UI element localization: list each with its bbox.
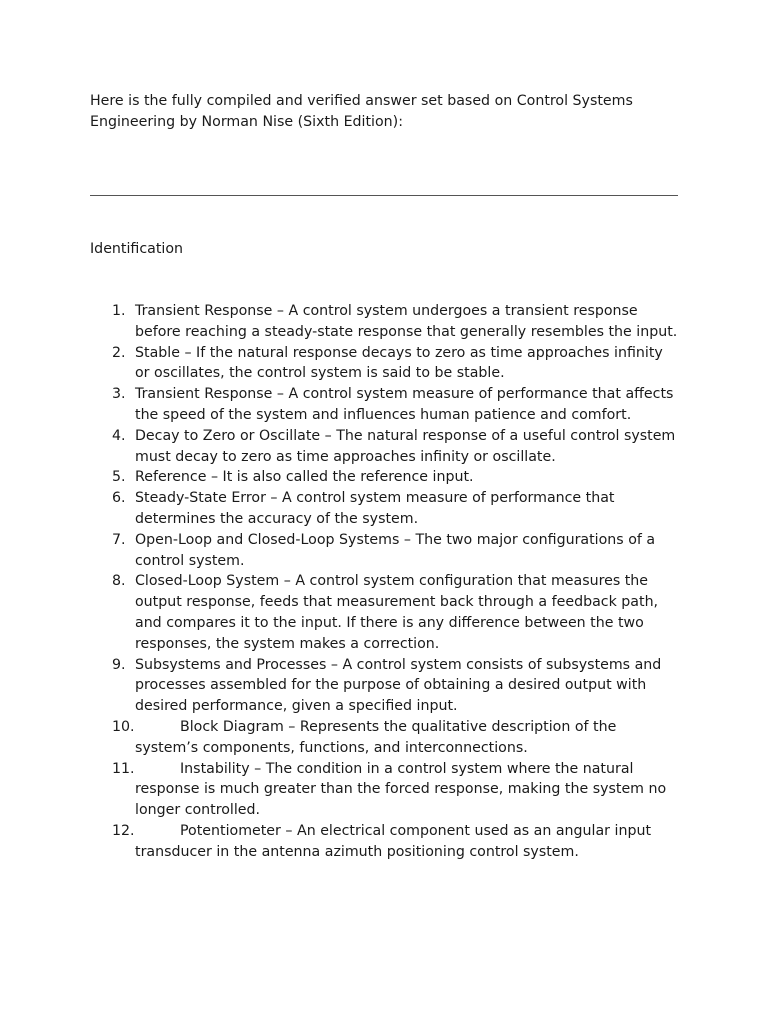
list-item-number: 3. [112,386,126,403]
list-item-number: 4. [112,427,126,444]
list-item [90,426,678,468]
list-item-number: 1. [112,303,126,319]
list-item [90,530,678,572]
intro-paragraph: Here is the fully compiled and verified answer set based on Control Systems Engineering by Norman Nise (Sixth Edition): [90,93,633,130]
list-item [90,467,678,488]
list-item-text: Block Diagram – Represents the qualitative description of the system’s components, functions, and interconnections. [135,718,617,756]
list-item [90,571,678,654]
list-item-text: Decay to Zero or Oscillate – The natural response of a useful control system must decay to zero as time approaches infinity or oscillate. [135,427,676,465]
list-item-text: Closed-Loop System – A control system configuration that measures the output response, feeds that measurement back through a feedback path, and compares it to the input. If there is any difference between the two responses, the system makes a correction. [135,573,659,652]
list-item-text: Instability – The condition in a control system where the natural response is much greater than the forced response, making the system no longer controlled. [135,760,667,819]
list-item [90,301,678,343]
list-item-number: 12. [112,822,135,839]
list-item-number: 9. [112,656,126,673]
list-item-number: 2. [112,344,126,361]
list-item-text: Stable – If the natural response decays to zero as time approaches infinity or oscillates, the control system is said to be stable. [135,344,663,382]
list-item-number: 5. [112,469,126,486]
list-item-text: Steady-State Error – A control system measure of performance that determines the accuracy of the system. [135,490,615,527]
horizontal-rule [90,195,678,196]
list-item-text: Reference – It is also called the reference input. [135,469,474,486]
answer-list [90,301,678,863]
list-item-number: 11. [112,760,135,777]
list-item [90,759,678,821]
document-page [90,91,678,860]
list-item-text: Subsystems and Processes – A control system consists of subsystems and processes assembled for the purpose of obtaining a desired output with desired performance, given a specified input. [135,656,662,715]
list-item-number: 6. [112,490,126,507]
list-item-number: 10. [112,718,135,735]
list-item [90,488,678,530]
list-item [90,384,678,426]
list-item-text: Transient Response – A control system undergoes a transient response before reaching a steady-state response that generally resembles the input. [135,303,678,340]
list-item [90,821,678,863]
list-item [90,655,678,717]
section-heading: Identification [90,241,184,257]
list-item-number: 8. [112,573,126,590]
list-item [90,343,678,385]
list-item [90,717,678,759]
list-item-text: Open-Loop and Closed-Loop Systems – The two major configurations of a control system. [135,531,656,569]
list-item-text: Potentiometer – An electrical component used as an angular input transducer in the antenna azimuth positioning control system. [135,822,652,860]
list-item-number: 7. [112,531,126,548]
list-item-text: Transient Response – A control system measure of performance that affects the speed of the system and influences human patience and comfort. [135,386,674,423]
